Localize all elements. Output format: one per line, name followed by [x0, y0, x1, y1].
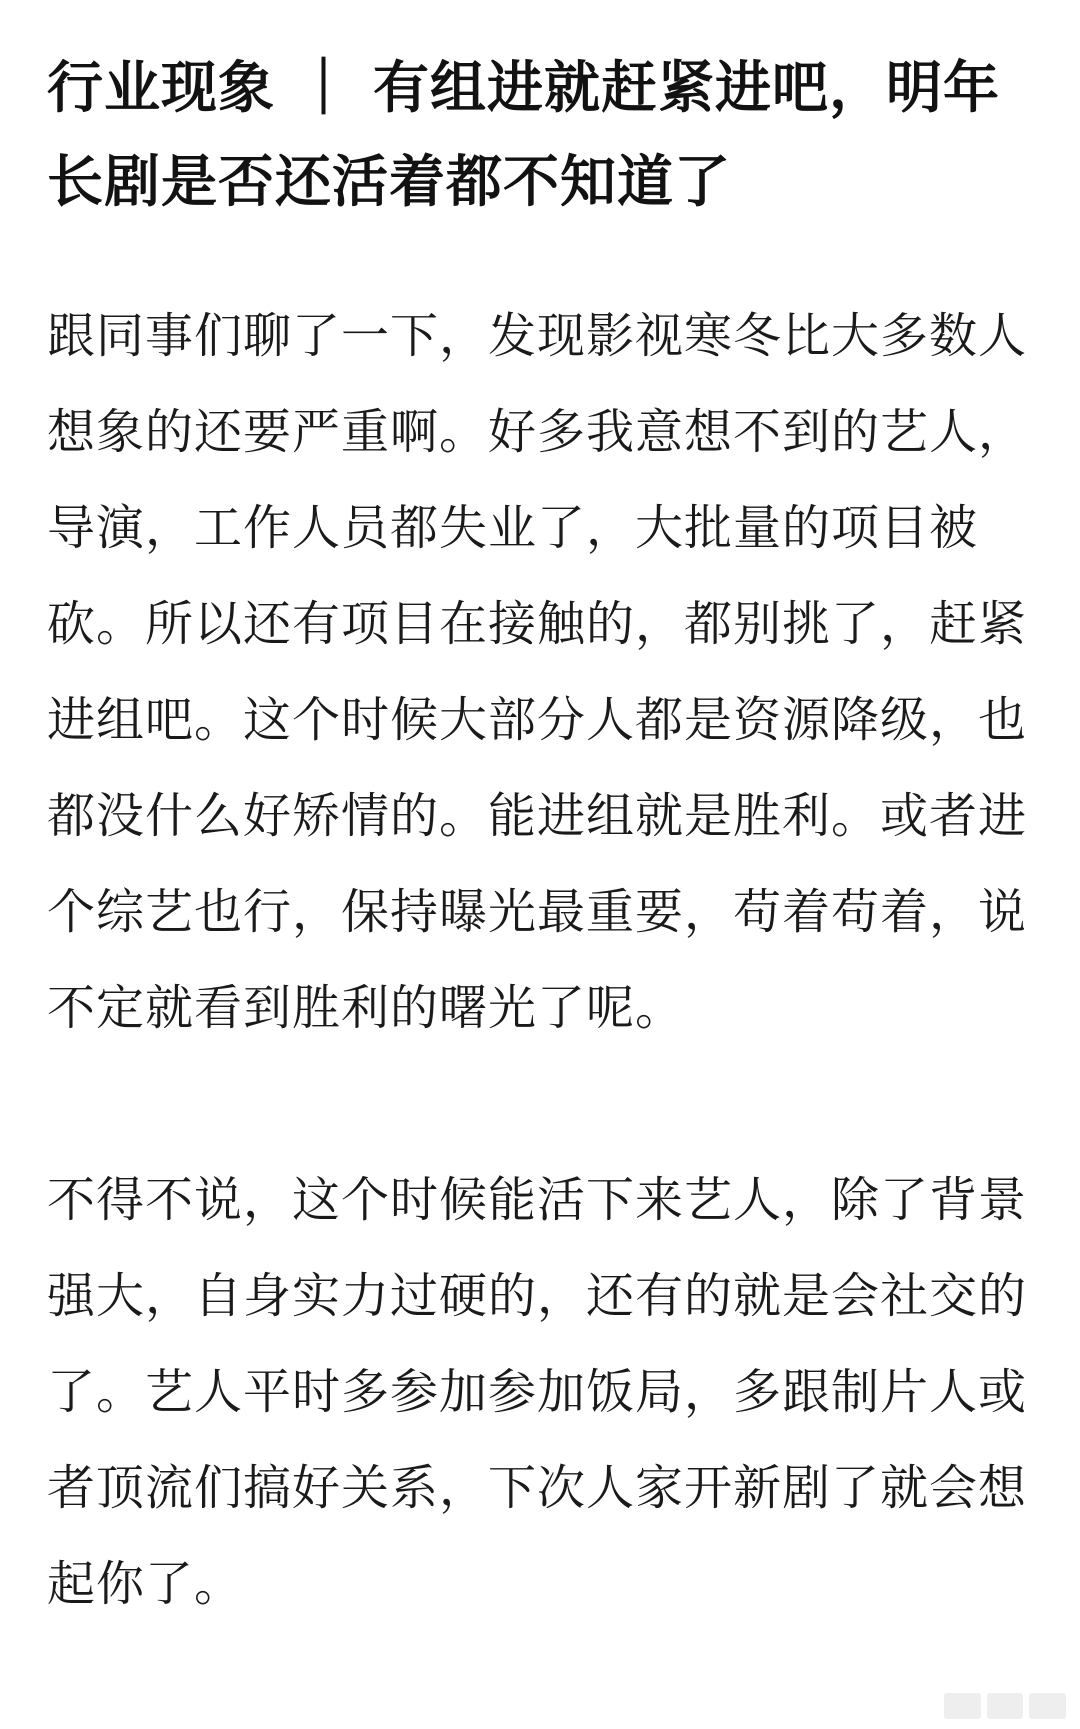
- article-paragraph: 不得不说，这个时候能活下来艺人，除了背景强大，自身实力过硬的，还有的就是会社交的了。艺人平时多参加参加饭局，多跟制片人或者顶流们搞好关系，下次人家开新剧了就会想起你了。: [47, 1172, 1028, 1612]
- article-title: 行业现象 ｜ 有组进就赶紧进吧，明年长剧是否还活着都不知道了: [47, 56, 1000, 215]
- watermark-block: [987, 1693, 1024, 1719]
- watermark-block: [944, 1693, 981, 1719]
- article-paragraph: 跟同事们聊了一下，发现影视寒冬比大多数人想象的还要严重啊。好多我意想不到的艺人，导演，工作人员都失业了，大批量的项目被砍。所以还有项目在接触的，都别挑了，赶紧进组吧。这个时候大部分人都是资源降级，也都没什么好矫情的。能进组就是胜利。或者进个综艺也行，保持曝光最重要，苟着苟着，说不定就看到胜利的曙光了呢。: [47, 308, 1028, 1036]
- watermark-block: [1029, 1693, 1066, 1719]
- watermark-logo: [944, 1693, 1066, 1719]
